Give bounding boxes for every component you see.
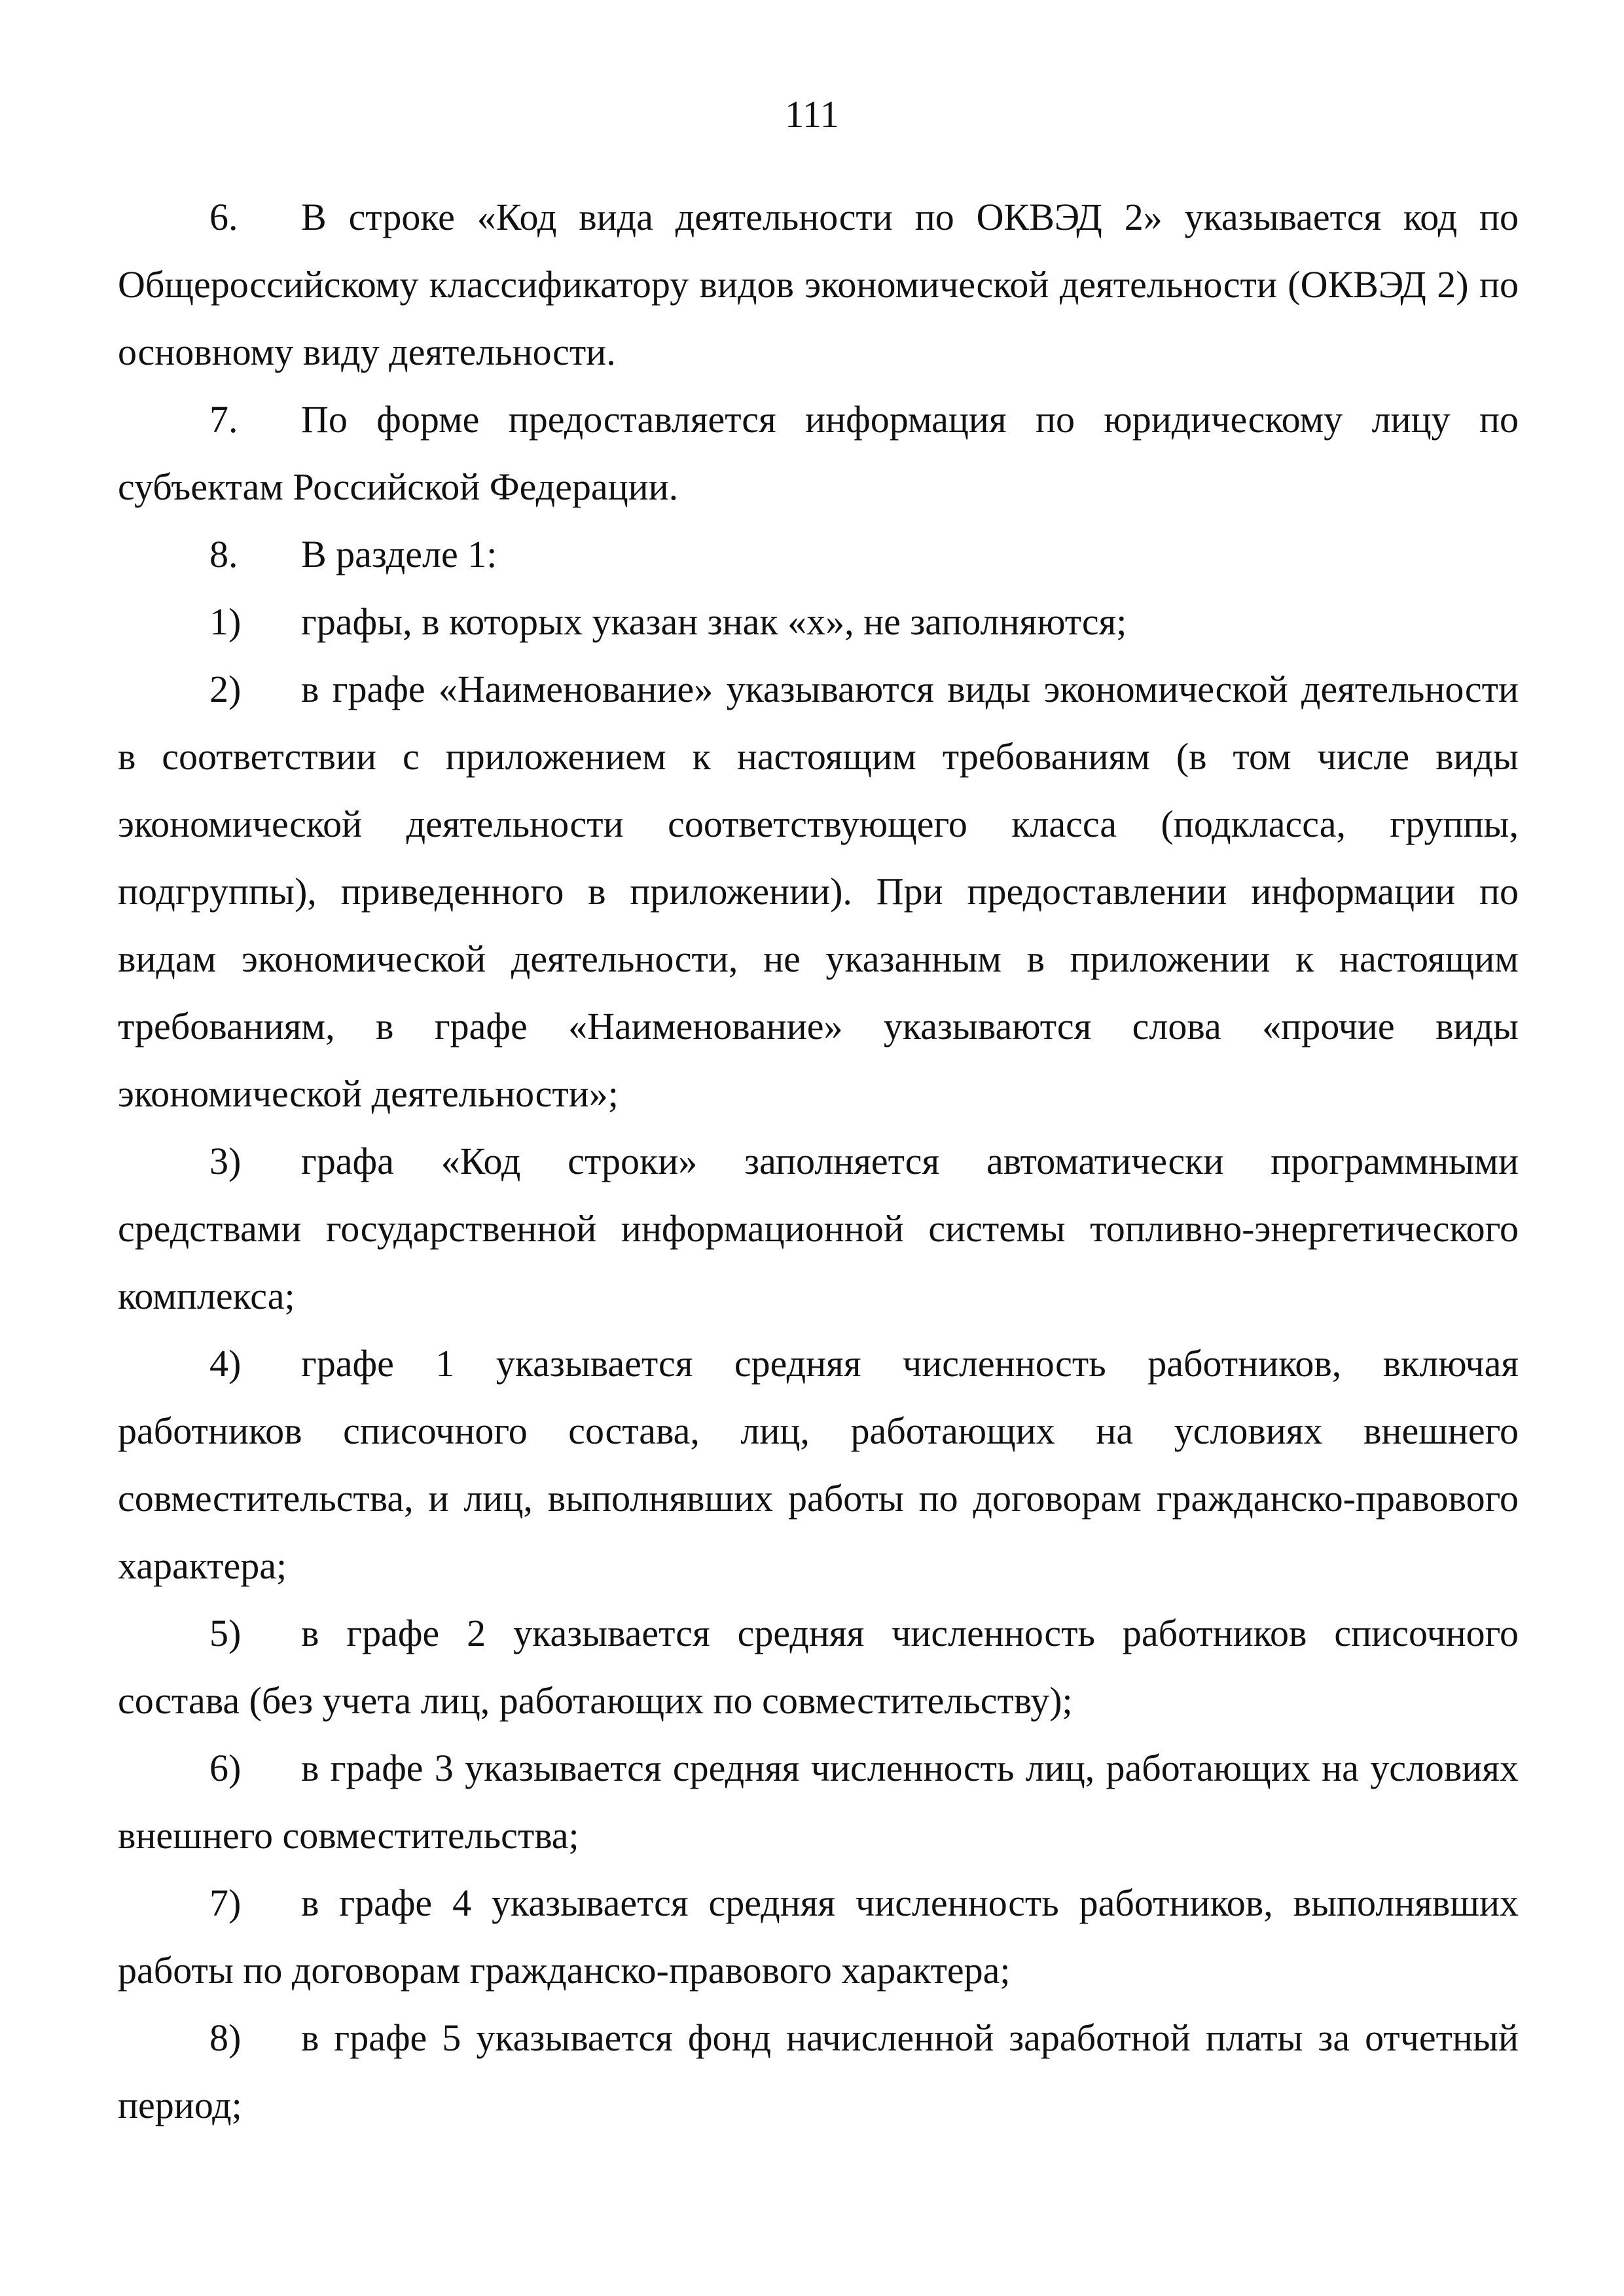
list-item-6 bbox=[118, 1734, 1519, 1869]
list-item-text: графе 1 указывается средняя численность работников, включая работников списочного состава, лиц, работающих на условиях внешнего совместительства, и лиц, выполнявших работы по договорам гражданско-правового характера; bbox=[118, 1342, 1519, 1587]
paragraph-number: 6. bbox=[209, 196, 238, 238]
list-item-text: в графе 4 указывается средняя численность работников, выполнявших работы по договорам гражданско-правового характера; bbox=[118, 1882, 1519, 1992]
list-item-text: графы, в которых указан знак «х», не заполняются; bbox=[301, 600, 1127, 643]
list-item-number: 6) bbox=[209, 1747, 242, 1789]
list-item-text: в графе 3 указывается средняя численность лиц, работающих на условиях внешнего совместительства; bbox=[118, 1747, 1519, 1857]
list-item-text: в графе «Наименование» указываются виды экономической деятельности в соответствии с приложением к настоящим требованиям (в том числе виды экономической деятельности соответствующего класса (подкласса, группы, подгруппы), приведенного в приложении). При предоставлении информации по видам экономической деятельности, не указанным в приложении к настоящим требованиям, в графе «Наименование» указываются слова «прочие виды экономической деятельности»; bbox=[118, 668, 1519, 1115]
list-item-number: 8) bbox=[209, 2016, 242, 2059]
paragraph-8 bbox=[118, 520, 1519, 588]
list-item-text: в графе 5 указывается фонд начисленной заработной платы за отчетный период; bbox=[118, 2016, 1519, 2126]
paragraph-number: 8. bbox=[209, 533, 238, 575]
paragraph-text: В разделе 1: bbox=[301, 533, 497, 575]
list-item-number: 5) bbox=[209, 1612, 242, 1654]
page-number: 111 bbox=[785, 93, 839, 136]
list-item-text: графа «Код строки» заполняется автоматически программными средствами государственной информационной системы топливно-энергетического комплекса; bbox=[118, 1140, 1519, 1317]
list-item-text: в графе 2 указывается средняя численность работников списочного состава (без учета лиц, работающих по совместительству); bbox=[118, 1612, 1519, 1722]
paragraph-text: По форме предоставляется информация по юридическому лицу по субъектам Российской Федерации. bbox=[118, 398, 1519, 508]
list-item-3 bbox=[118, 1127, 1519, 1330]
list-item-1 bbox=[118, 588, 1519, 655]
paragraph-number: 7. bbox=[209, 398, 238, 441]
paragraph-6 bbox=[118, 183, 1519, 386]
list-item-8 bbox=[118, 2004, 1519, 2139]
document-body bbox=[118, 183, 1519, 2139]
list-item-number: 2) bbox=[209, 668, 242, 710]
list-item-number: 1) bbox=[209, 600, 242, 643]
list-item-4 bbox=[118, 1330, 1519, 1599]
list-item-number: 7) bbox=[209, 1882, 242, 1924]
list-item-2 bbox=[118, 655, 1519, 1127]
list-item-number: 4) bbox=[209, 1342, 242, 1385]
list-item-7 bbox=[118, 1869, 1519, 2004]
paragraph-text: В строке «Код вида деятельности по ОКВЭД 2» указывается код по Общероссийскому классификатору видов экономической деятельности (ОКВЭД 2) по основному виду деятельности. bbox=[118, 196, 1519, 373]
list-item-number: 3) bbox=[209, 1140, 242, 1182]
list-item-5 bbox=[118, 1599, 1519, 1734]
paragraph-7 bbox=[118, 386, 1519, 520]
